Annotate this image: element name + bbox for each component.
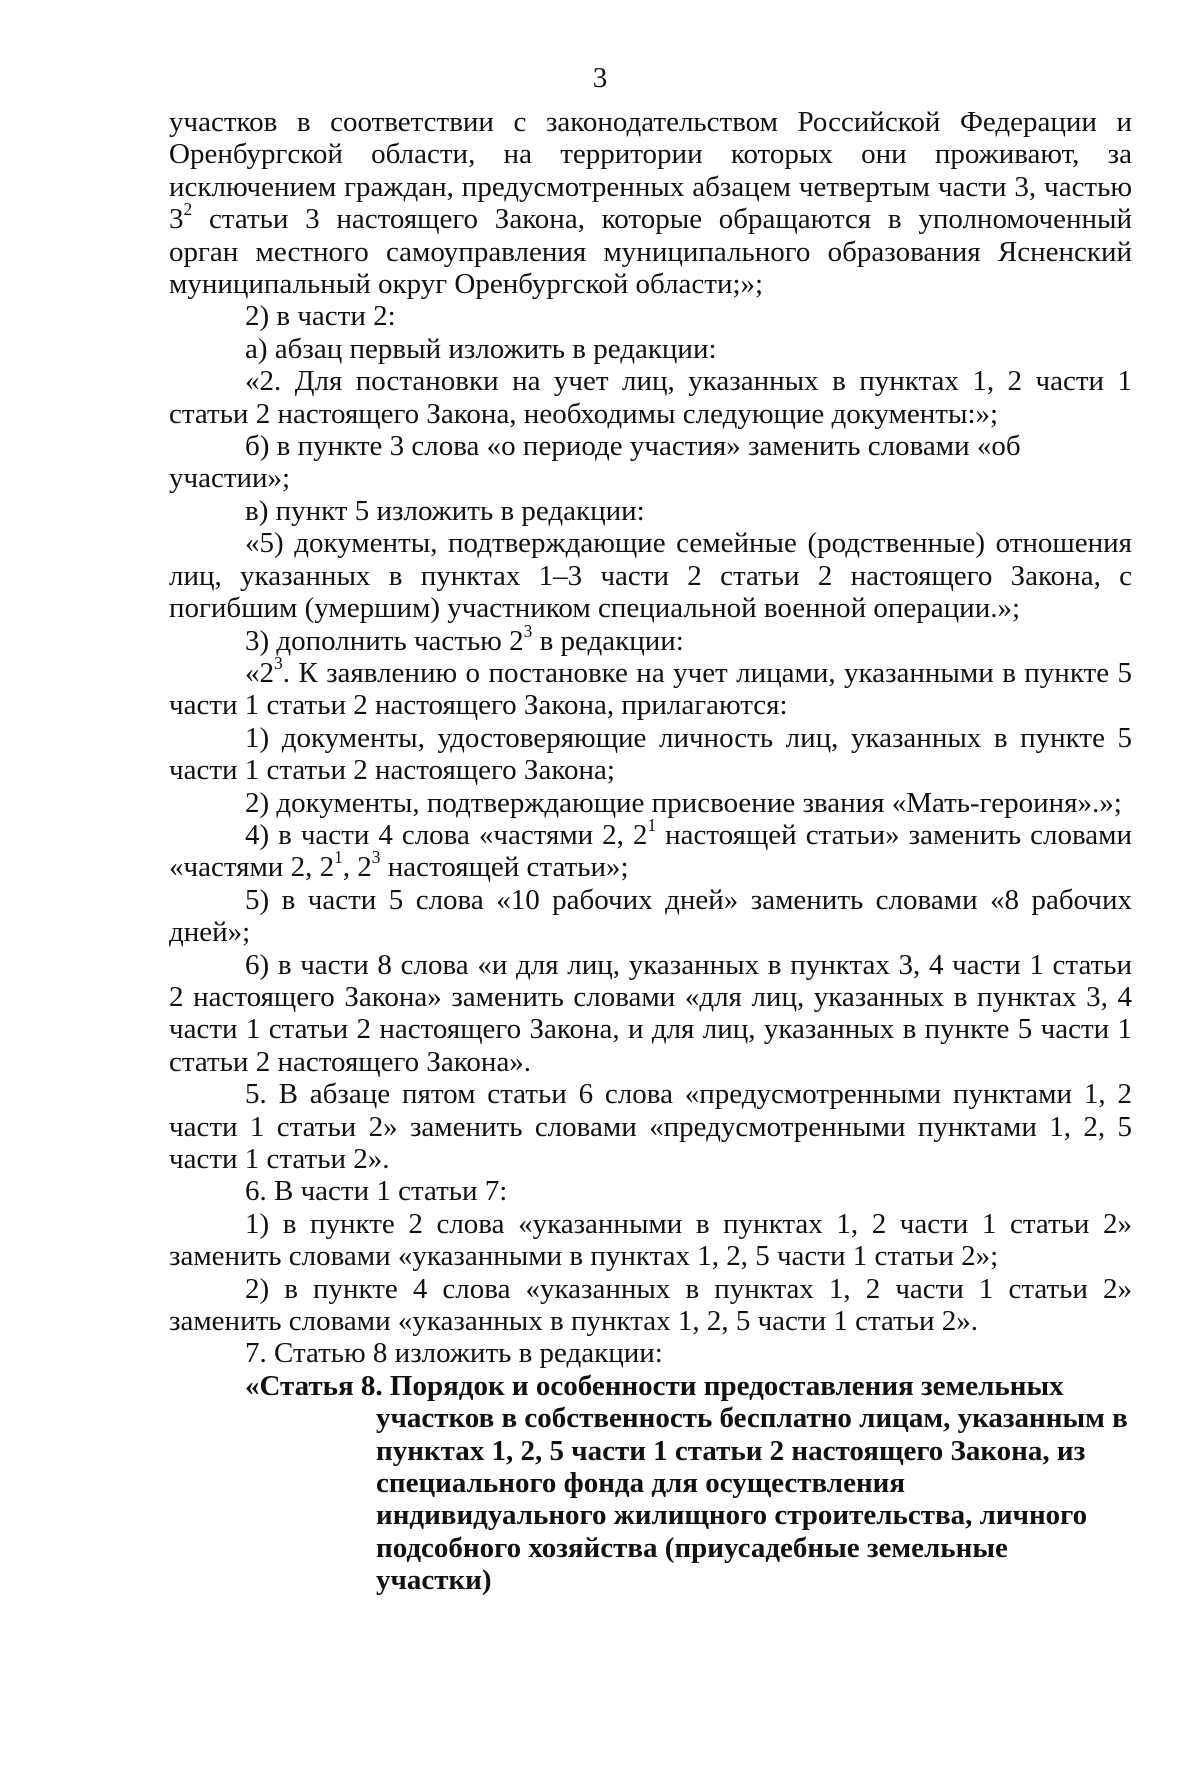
paragraph: 2) в части 2:	[245, 300, 396, 333]
paragraph: 1) документы, удостоверяющие личность лиц, указанных в пункте 5 части 1 статьи 2 настоящего Закона;	[169, 721, 1132, 787]
paragraph: 6) в части 8 слова «и для лиц, указанных в пунктах 3, 4 части 1 статьи 2 настоящего Закона» заменить словами «для лиц, указанных в пунктах 3, 4 части 1 статьи 2 настоящего Закона, и для лиц, указанных в пункте 5 части 1 статьи 2 настоящего Закона».	[169, 948, 1132, 1078]
paragraph: 5. В абзаце пятом статьи 6 слова «предусмотренными пунктами 1, 2 части 1 статьи 2» заменить словами «предусмотренными пунктами 1, 2, 5 части 1 статьи 2».	[169, 1078, 1132, 1175]
paragraph: 2) в пункте 4 слова «указанных в пунктах 1, 2 части 1 статьи 2» заменить словами «указанных в пунктах 1, 2, 5 части 1 статьи 2».	[169, 1272, 1132, 1338]
article-heading: «Статья 8. Порядок и особенности предоставления земельных	[245, 1369, 1064, 1402]
article-heading-block	[169, 1370, 1132, 1597]
article-title-line: индивидуального жилищного строительства, личного	[376, 1499, 1088, 1532]
page-number: 3	[592, 62, 608, 94]
article-title-line: пунктах 1, 2, 5 части 1 статьи 2 настоящего Закона, из	[376, 1434, 1086, 1467]
article-title-line: специального фонда для осуществления	[376, 1467, 906, 1500]
article-title-line: подсобного хозяйства (приусадебные земельные	[376, 1531, 1008, 1564]
paragraph: участков в соответствии с законодательством Российской Федерации и Оренбургской области, на территории которых они проживают, за исключением граждан, предусмотренных абзацем четвертым части 3, частью $3^2$ статьи 3 настоящего Закона, которые обращаются в уполномоченный орган местного самоуправления муниципального образования Ясненский муниципальный округ Оренбургской области;»;	[169, 106, 1132, 301]
paragraph: б) в пункте 3 слова «о периоде участия» заменить словами «об участии»;	[169, 430, 1021, 495]
paragraph: а) абзац первый изложить в редакции:	[245, 332, 717, 365]
paragraph: в) пункт 5 изложить в редакции:	[245, 494, 645, 527]
paragraph: 3) дополнить частью $2^3$ в редакции:	[245, 620, 684, 657]
paragraph: 4) в части 4 слова «частями 2, $2^1$ настоящей статьи» заменить словами «частями 2, $2^1$, $2^3$ настоящей статьи»;	[169, 814, 1132, 884]
paragraph: 7. Статью 8 изложить в редакции:	[245, 1337, 663, 1370]
paragraph: «5) документы, подтверждающие семейные (родственные) отношения лиц, указанных в пунктах 1–3 части 2 статьи 2 настоящего Закона, с погибшим (умершим) участником специальной военной операции.»;	[169, 527, 1132, 625]
document-body	[169, 106, 1132, 1597]
paragraph: «2. Для постановки на учет лиц, указанных в пунктах 1, 2 части 1 статьи 2 настоящего Закона, необходимы следующие документы:»;	[169, 365, 1132, 430]
paragraph: 1) в пункте 2 слова «указанными в пунктах 1, 2 части 1 статьи 2» заменить словами «указанными в пунктах 1, 2, 5 части 1 статьи 2»;	[169, 1207, 1132, 1273]
paragraph: 5) в части 5 слова «10 рабочих дней» заменить словами «8 рабочих дней»;	[169, 883, 1132, 949]
article-title-line: участков в собственность бесплатно лицам, указанным в	[376, 1402, 1128, 1435]
paragraph: 6. В части 1 статьи 7:	[245, 1175, 508, 1208]
paragraph: 2) документы, подтверждающие присвоение звания «Мать-героиня».»;	[245, 786, 1122, 819]
article-title-line: участки)	[376, 1564, 492, 1597]
paragraph: «$2^3$. К заявлению о постановке на учет лицами, указанными в пункте 5 части 1 статьи 2 настоящего Закона, прилагаются:	[169, 652, 1132, 722]
